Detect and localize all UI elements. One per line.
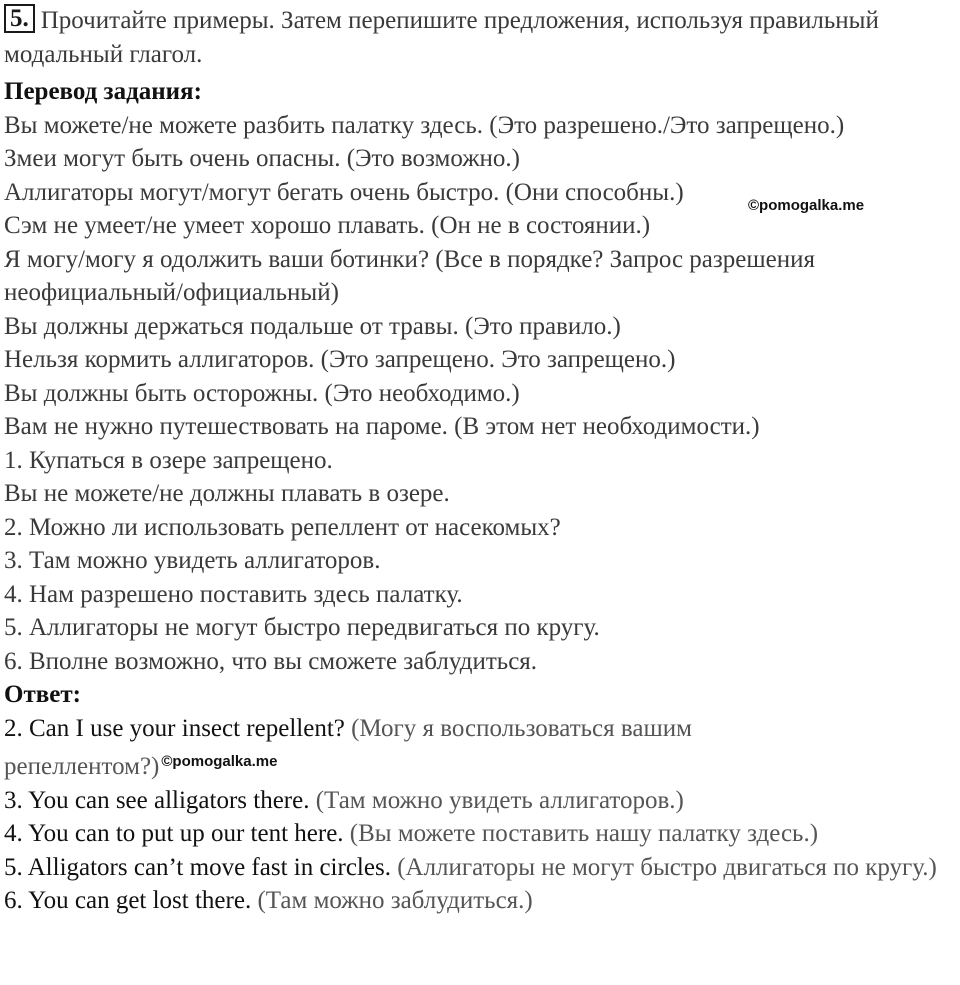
translation-line: 4. Нам разрешено поставить здесь палатку. (4, 580, 463, 608)
answer-english: 4. You can to put up our tent here. (4, 820, 344, 847)
watermark-text: ©pomogalka.me (161, 753, 278, 770)
task-number: 5. (4, 4, 35, 33)
answer-russian: (Там можно заблудиться.) (257, 887, 533, 914)
answer-english: 2. Can I use your insect repellent? (4, 714, 345, 742)
task-header (4, 4, 960, 71)
translation-line: 3. Там можно увидеть аллигаторов. (4, 547, 381, 574)
answer-russian: (Вы можете поставить нашу палатку здесь.) (349, 820, 819, 847)
translation-line: Нельзя кормить аллигаторов. (Это запрещено. Это запрещено.) (4, 346, 676, 373)
watermark-text: ©pomogalka.me (748, 197, 865, 214)
translation-line: Аллигаторы могут/могут бегать очень быстро. (Они способны.) (4, 178, 684, 206)
translation-line: 1. Купаться в озере запрещено. (4, 446, 333, 474)
answer-line (4, 884, 960, 918)
answer-russian: (Аллигаторы не могут быстро двигаться по кругу.) (397, 853, 937, 881)
answer-english: 3. You can see alligators there. (4, 786, 310, 814)
translation-line: 6. Вполне возможно, что вы сможете заблудиться. (4, 647, 538, 675)
translation-line: Вы должны быть осторожны. (Это необходимо.) (4, 379, 520, 407)
answer-russian: (Могу я воспользоваться вашим репеллентом?) (4, 714, 692, 780)
task-instruction: Прочитайте примеры. Затем перепишите предложения, используя правильный модальный глагол. (4, 7, 879, 68)
answer-heading: Ответ: (4, 681, 81, 708)
translation-line: Вы не можете/не должны плавать в озере. (4, 480, 450, 507)
translation-line: Вам не нужно путешествовать на пароме. (В этом нет необходимости.) (4, 413, 760, 440)
answer-english: 5. Alligators can’t move fast in circles. (4, 853, 391, 881)
translation-line: Вы можете/не можете разбить палатку здесь. (Это разрешено./Это запрещено.) (4, 111, 845, 139)
translation-line: 2. Можно ли использовать репеллент от насекомых? (4, 513, 561, 541)
translation-line: 5. Аллигаторы не могут быстро передвигаться по кругу. (4, 614, 600, 641)
translation-heading: Перевод задания: (4, 78, 202, 105)
answer-line (4, 817, 960, 851)
translation-line: Вы должны держаться подальше от травы. (Это правило.) (4, 312, 621, 340)
answer-english: 6. You can get lost there. (4, 887, 252, 914)
answer-line (4, 712, 824, 784)
answer-russian: (Там можно увидеть аллигаторов.) (315, 786, 684, 814)
answer-line (4, 784, 960, 818)
translation-line: Сэм не умеет/не умеет хорошо плавать. (Он не в состоянии.) (4, 212, 651, 239)
translation-line: Змеи могут быть очень опасны. (Это возможно.) (4, 145, 520, 172)
answer-line (4, 851, 959, 885)
translation-line: Я могу/могу я одолжить ваши ботинки? (Все в порядке? Запрос разрешения неофициальный/официальный) (4, 245, 815, 306)
